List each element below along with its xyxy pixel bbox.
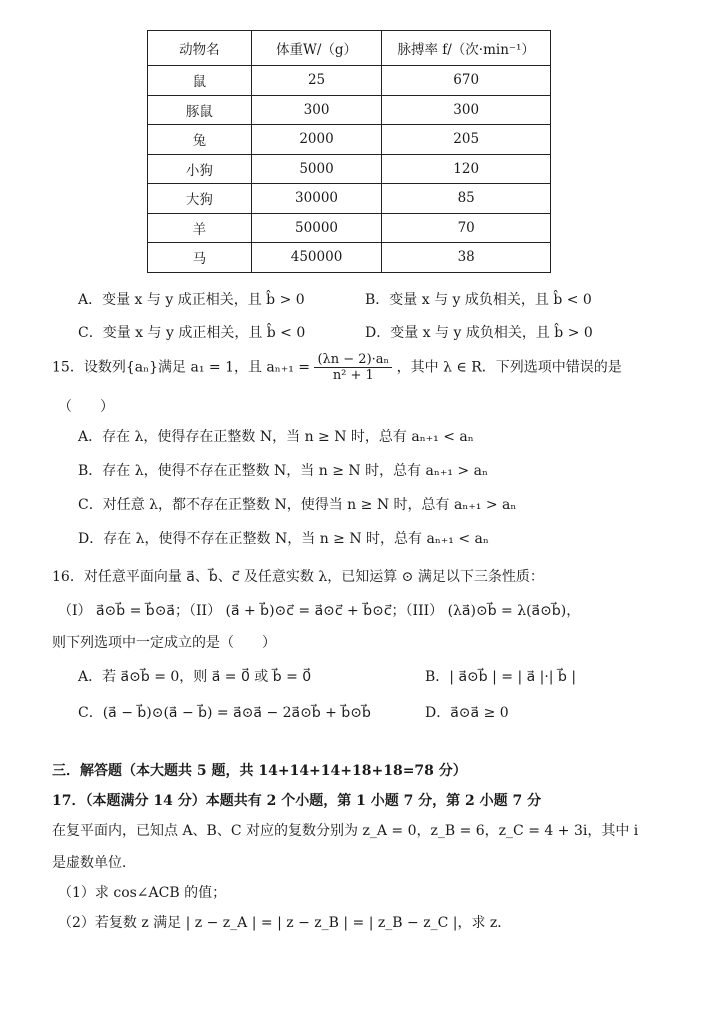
q15-fraction-denominator: n² + 1 bbox=[332, 368, 374, 383]
table-cell: 豚鼠 bbox=[148, 95, 252, 125]
table-row bbox=[148, 184, 551, 214]
table-cell: 兔 bbox=[148, 125, 252, 155]
q16-question: 则下列选项中一定成立的是（ ） bbox=[52, 635, 276, 651]
table-cell: 30000 bbox=[251, 184, 382, 214]
q16-option-b: B．| a⃗⊙b⃗ | = | a⃗ |·| b⃗ | bbox=[425, 669, 577, 685]
table-cell: 大狗 bbox=[148, 184, 252, 214]
table-cell: 鼠 bbox=[148, 66, 252, 96]
table-header-row bbox=[148, 31, 551, 66]
table-row bbox=[148, 213, 551, 243]
table-row bbox=[148, 243, 551, 273]
table-cell: 205 bbox=[382, 125, 551, 155]
col-header-pulse: 脉搏率 f/（次·min⁻¹） bbox=[382, 31, 551, 66]
table-cell: 50000 bbox=[251, 213, 382, 243]
q17-title: 17．（本题满分 14 分）本题共有 2 个小题，第 1 小题 7 分，第 2 小题 7 分 bbox=[52, 793, 542, 809]
table-row bbox=[148, 95, 551, 125]
section-3-heading: 三．解答题（本大题共 5 题，共 14+14+14+18+18=78 分） bbox=[52, 763, 467, 779]
table-cell: 450000 bbox=[251, 243, 382, 273]
table-cell: 马 bbox=[148, 243, 252, 273]
q16-option-c: C．(a⃗ − b⃗)⊙(a⃗ − b⃗) = a⃗⊙a⃗ − 2a⃗⊙b⃗ + b⃗⊙b⃗ bbox=[78, 705, 371, 721]
q14-option-b: B．变量 x 与 y 成负相关，且 b̂ < 0 bbox=[365, 292, 592, 308]
table-cell: 70 bbox=[382, 213, 551, 243]
table-row bbox=[148, 154, 551, 184]
data-table bbox=[147, 30, 551, 273]
q16-properties: （I） a⃗⊙b⃗ = b⃗⊙a⃗；（II） (a⃗ + b⃗)⊙c⃗ = a⃗⊙c⃗ + b⃗⊙c⃗；（III） (λa⃗)⊙b⃗ = λ(a⃗⊙b⃗)， bbox=[58, 603, 581, 619]
table-cell: 小狗 bbox=[148, 154, 252, 184]
table-cell: 300 bbox=[251, 95, 382, 125]
q15-answer-paren: （ ） bbox=[58, 399, 114, 415]
q17-part-2: （2）若复数 z 满足 | z − z_A | = | z − z_B | = | z_B − z_C |，求 z． bbox=[58, 915, 512, 931]
q14-option-c: C．变量 x 与 y 成正相关，且 b̂ < 0 bbox=[78, 325, 306, 341]
table-cell: 5000 bbox=[251, 154, 382, 184]
q15-fraction-numerator: (λn − 2)·aₙ bbox=[314, 352, 392, 368]
q17-part-1: （1）求 cos∠ACB 的值； bbox=[58, 885, 227, 901]
table-cell: 85 bbox=[382, 184, 551, 214]
q15-option-a: A．存在 λ，使得存在正整数 N，当 n ≥ N 时，总有 aₙ₊₁ < aₙ bbox=[78, 429, 474, 445]
q17-line-1: 在复平面内，已知点 A、B、C 对应的复数分别为 z_A = 0，z_B = 6，z_C = 4 + 3i，其中 i bbox=[52, 823, 639, 839]
table-row bbox=[148, 66, 551, 96]
q15-option-c: C．对任意 λ，都不存在正整数 N，使得当 n ≥ N 时，总有 aₙ₊₁ > aₙ bbox=[78, 497, 517, 513]
q14-option-d: D．变量 x 与 y 成负相关，且 b̂ > 0 bbox=[365, 325, 593, 341]
table-cell: 38 bbox=[382, 243, 551, 273]
q15-stem bbox=[52, 352, 622, 383]
q15-stem-start: 15．设数列{aₙ}满足 a₁ = 1，且 aₙ₊₁ = bbox=[52, 359, 311, 376]
q14-option-a: A．变量 x 与 y 成正相关，且 b̂ > 0 bbox=[78, 292, 305, 308]
col-header-weight: 体重W/（g） bbox=[251, 31, 382, 66]
q17-line-2: 是虚数单位． bbox=[52, 855, 136, 871]
q15-option-d: D．存在 λ，使得不存在正整数 N，当 n ≥ N 时，总有 aₙ₊₁ < aₙ bbox=[78, 531, 489, 547]
q15-option-b: B．存在 λ，使得不存在正整数 N，当 n ≥ N 时，总有 aₙ₊₁ > aₙ bbox=[78, 463, 488, 479]
q16-option-d: D．a⃗⊙a⃗ ≥ 0 bbox=[425, 705, 509, 721]
table-cell: 670 bbox=[382, 66, 551, 96]
q15-stem-end: ，其中 λ ∈ R．下列选项中错误的是 bbox=[396, 359, 622, 376]
table-cell: 2000 bbox=[251, 125, 382, 155]
q15-fraction bbox=[314, 352, 392, 383]
q16-stem: 16．对任意平面向量 a⃗、b⃗、c⃗ 及任意实数 λ，已知运算 ⊙ 满足以下三条性质： bbox=[52, 569, 544, 585]
q16-option-a: A．若 a⃗⊙b⃗ = 0，则 a⃗ = 0⃗ 或 b⃗ = 0⃗ bbox=[78, 669, 312, 685]
table-cell: 300 bbox=[382, 95, 551, 125]
table-cell: 羊 bbox=[148, 213, 252, 243]
col-header-animal: 动物名 bbox=[148, 31, 252, 66]
table-cell: 120 bbox=[382, 154, 551, 184]
table-row bbox=[148, 125, 551, 155]
table-cell: 25 bbox=[251, 66, 382, 96]
